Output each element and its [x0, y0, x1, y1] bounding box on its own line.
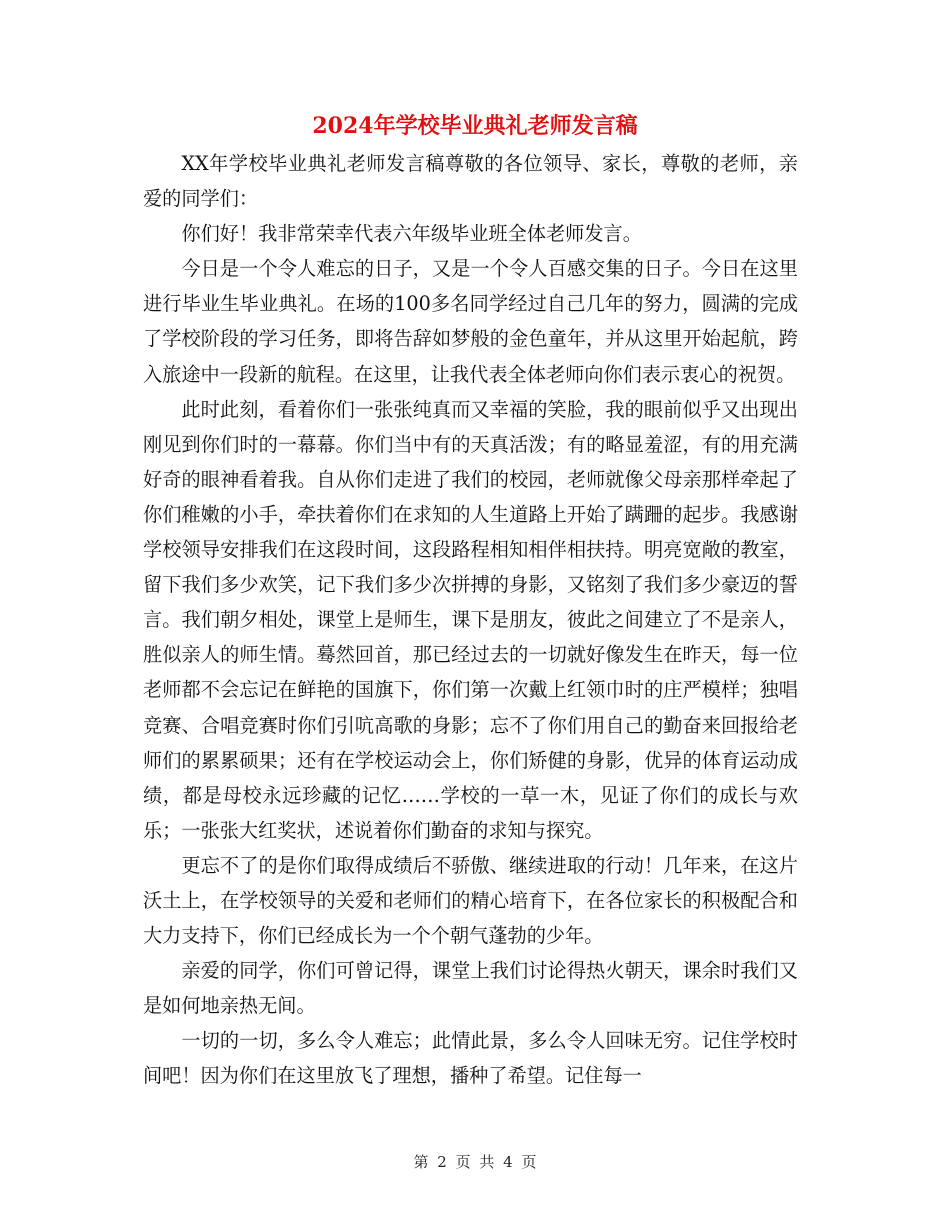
document-body: [143, 146, 798, 1094]
paragraph-greeting: 你们好！我非常荣幸代表六年级毕业班全体老师发言。: [181, 222, 642, 246]
document-title: 2024年学校毕业典礼老师发言稿: [312, 113, 638, 139]
paragraph-today: 今日是一个令人难忘的日子，又是一个令人百感交集的日子。今日在这里进行毕业生毕业典礼。在场的100多名同学经过自己几年的努力，圆满的完成了学校阶段的学习任务，即将告辞如梦般的金色童年，并从这里开始起航，跨入旅途中一段新的航程。在这里，让我代表全体老师向你们表示衷心的祝贺。: [143, 257, 798, 386]
paragraph-progress: 更忘不了的是你们取得成绩后不骄傲、继续进取的行动！几年来，在这片沃土上，在学校领导的关爱和老师们的精心培育下，在各位家长的积极配合和大力支持下，你们已经成长为一个个朝气蓬勃的少年。: [143, 853, 798, 948]
paragraph-salutation: XX年学校毕业典礼老师发言稿尊敬的各位领导、家长，尊敬的老师，亲爱的同学们：: [143, 152, 798, 211]
page-number-footer: 第 2 页 共 4 页: [413, 1153, 537, 1171]
paragraph-memories: 此时此刻，看着你们一张张纯真而又幸福的笑脸，我的眼前似乎又出现出刚见到你们时的一幕幕。你们当中有的天真活泼；有的略显羞涩，有的用充满好奇的眼神看着我。自从你们走进了我们的校园，老师就像父母亲那样牵起了你们稚嫩的小手，牵扶着你们在求知的人生道路上开始了蹒跚的起步。我感谢学校领导安排我们在这段时间，这段路程相知相伴相扶持。明亮宽敞的教室，留下我们多少欢笑，记下我们多少次拼搏的身影，又铭刻了我们多少豪迈的誓言。我们朝夕相处，课堂上是师生，课下是朋友，彼此之间建立了不是亲人，胜似亲人的师生情。蓦然回首，那已经过去的一切就好像发生在昨天，每一位老师都不会忘记在鲜艳的国旗下，你们第一次戴上红领巾时的庄严模样；独唱竞赛、合唱竞赛时你们引吭高歌的身影；忘不了你们用自己的勤奋来回报给老师们的累累硕果；还有在学校运动会上，你们矫健的身影，优异的体育运动成绩，都是母校永远珍藏的记忆……学校的一草一木，见证了你们的成长与欢乐；一张张大红奖状，述说着你们勤奋的求知与探究。: [143, 397, 798, 842]
paragraph-remember: 一切的一切，多么令人难忘；此情此景，多么令人回味无穷。记住学校时间吧！因为你们在这里放飞了理想，播种了希望。记住每一: [143, 1029, 798, 1088]
paragraph-classroom: 亲爱的同学，你们可曾记得，课堂上我们讨论得热火朝天，课余时我们又是如何地亲热无间。: [143, 959, 798, 1018]
